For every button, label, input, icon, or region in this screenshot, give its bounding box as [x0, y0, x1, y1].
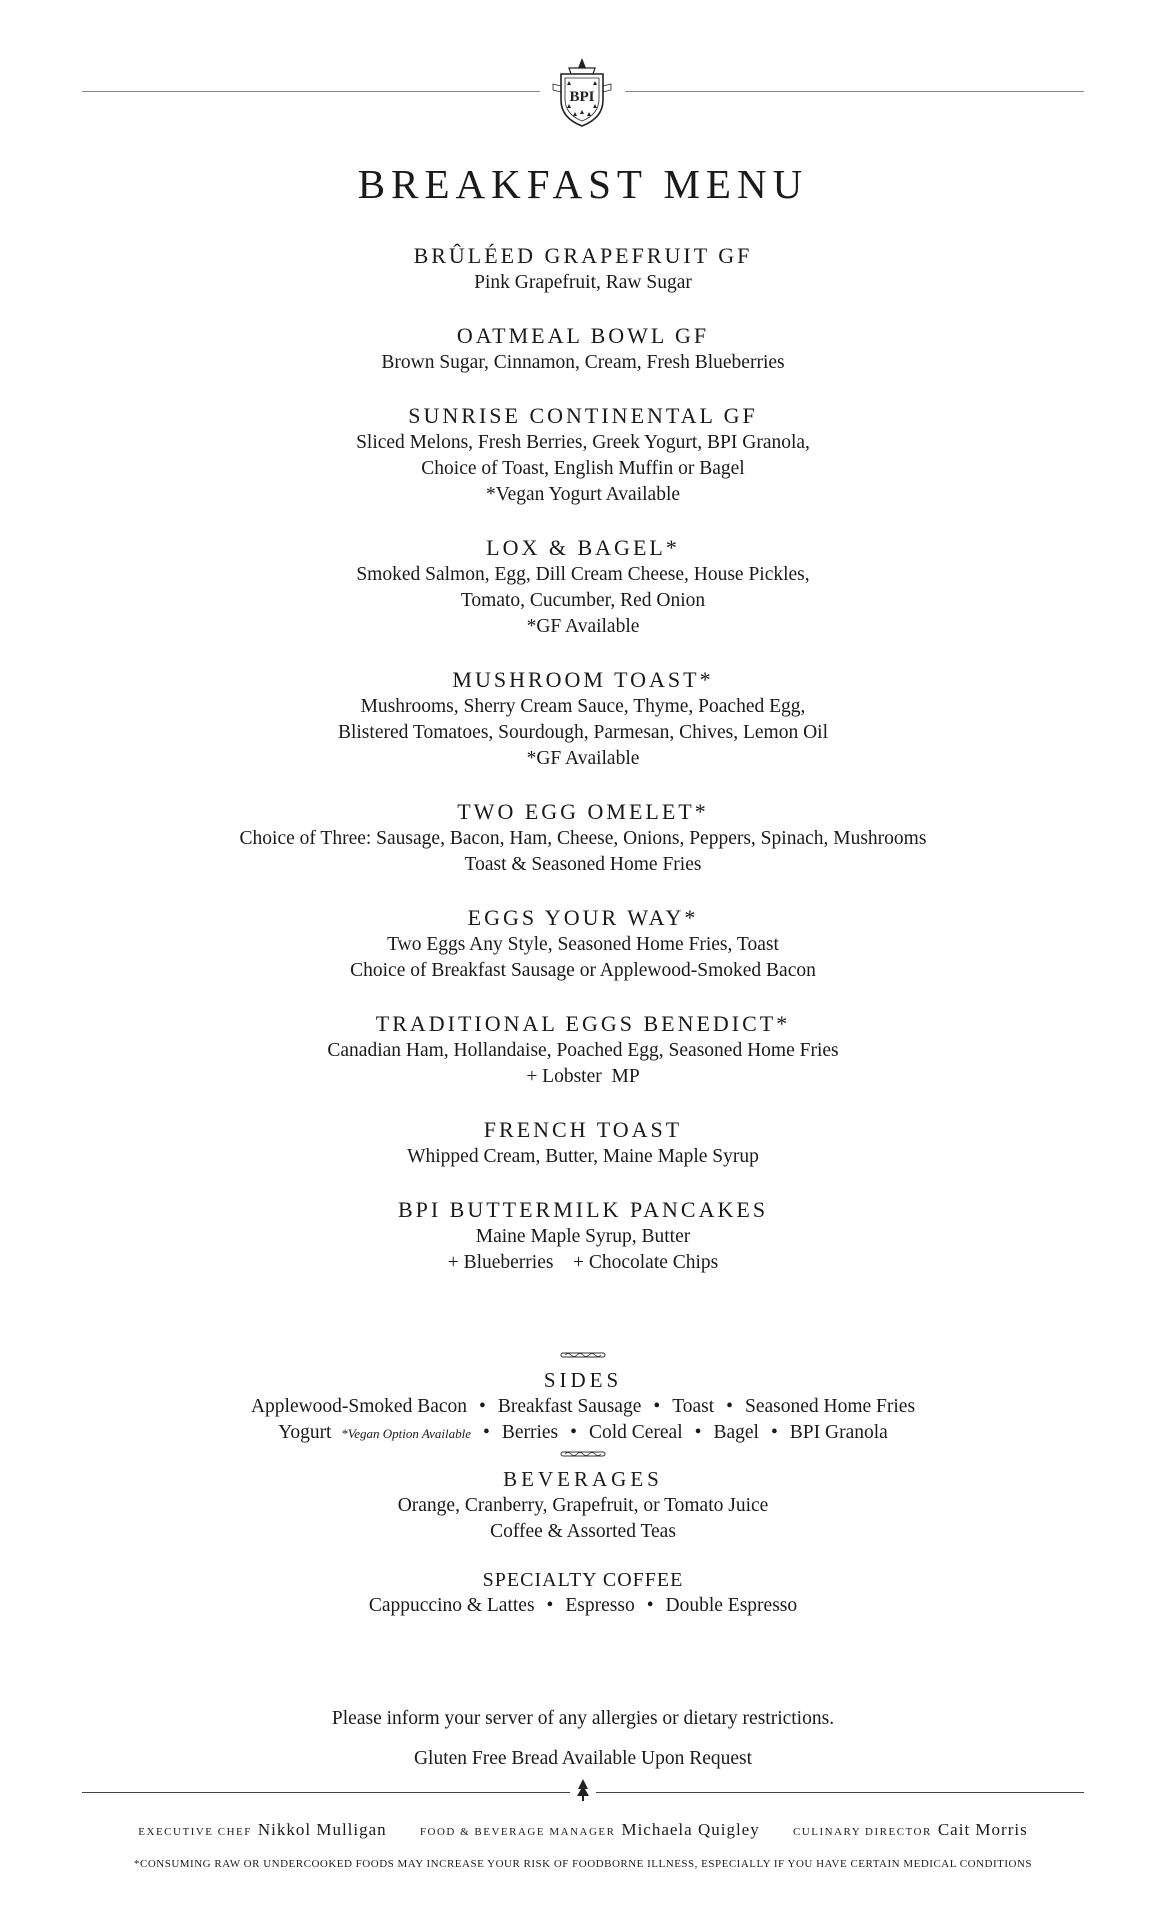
specialty-coffee-title: SPECIALTY COFFEE — [482, 1569, 684, 1591]
menu-item — [0, 1010, 1166, 1090]
side-item: Bagel — [713, 1422, 759, 1443]
side-item: Toast — [672, 1396, 715, 1417]
beverage-line: Coffee & Assorted Teas — [490, 1521, 676, 1542]
item-name: BPI BUTTERMILK PANCAKES — [397, 1197, 769, 1222]
item-desc-line: Blistered Tomatoes, Sourdough, Parmesan, Chives, Lemon Oil — [337, 722, 829, 743]
beverages-title: BEVERAGES — [503, 1467, 663, 1491]
menu-item — [0, 666, 1166, 772]
bullet-separator: • — [570, 1422, 577, 1443]
item-desc-line: Two Eggs Any Style, Seasoned Home Fries, Toast — [387, 934, 779, 955]
crest-logo — [549, 56, 615, 128]
menu-item — [0, 322, 1166, 376]
item-name: BRÛLÉED GRAPEFRUIT GF — [413, 243, 753, 268]
item-desc-line: Whipped Cream, Butter, Maine Maple Syrup — [407, 1146, 759, 1167]
beverage-line: Orange, Cranberry, Grapefruit, or Tomato Juice — [397, 1495, 769, 1516]
item-desc-line: Choice of Toast, English Muffin or Bagel — [421, 458, 745, 479]
menu-item — [0, 1196, 1166, 1276]
side-item: Cold Cereal — [588, 1422, 683, 1443]
item-desc-line: Tomato, Cucumber, Red Onion — [460, 590, 706, 611]
item-name: MUSHROOM TOAST* — [452, 667, 714, 692]
item-desc-line: *GF Available — [526, 748, 640, 769]
item-name: SUNRISE CONTINENTAL GF — [408, 403, 758, 428]
ornament-divider-icon — [560, 1449, 606, 1459]
bullet-separator: • — [482, 1422, 490, 1443]
item-desc-line: Choice of Breakfast Sausage or Applewood-Smoked Bacon — [350, 960, 816, 981]
bullet-separator: • — [694, 1422, 702, 1443]
item-name: OATMEAL BOWL GF — [456, 323, 710, 348]
coffee-item: Cappuccino & Lattes — [368, 1595, 535, 1616]
item-name: FRENCH TOAST — [483, 1117, 683, 1142]
culinary-director-name: Cait Morris — [937, 1820, 1028, 1839]
menu-item — [0, 1116, 1166, 1170]
sides-row-1 — [0, 1394, 1166, 1420]
tree-icon — [576, 1779, 590, 1801]
side-item: Berries — [501, 1422, 559, 1443]
item-name: LOX & BAGEL* — [486, 535, 680, 560]
bullet-separator: • — [653, 1396, 661, 1417]
allergy-notice: Please inform your server of any allergies or dietary restrictions. — [331, 1708, 835, 1729]
header-rule-left — [82, 91, 540, 92]
side-item: Breakfast Sausage — [497, 1396, 642, 1417]
fb-manager-name: Michaela Quigley — [621, 1820, 760, 1839]
footer-rule-right — [596, 1792, 1084, 1793]
footer-rule-left — [82, 1792, 570, 1793]
crest-monogram: BPI — [569, 89, 595, 105]
page-title: BREAKFAST MENU — [357, 161, 809, 207]
menu-item — [0, 534, 1166, 640]
specialty-coffee-row — [0, 1593, 1166, 1619]
bullet-separator: • — [770, 1422, 778, 1443]
bullet-separator: • — [646, 1595, 654, 1616]
coffee-item: Espresso — [565, 1595, 635, 1616]
item-desc-line: + Lobster MP — [526, 1066, 640, 1087]
item-name: EGGS YOUR WAY* — [467, 905, 699, 930]
item-desc-line: Toast & Seasoned Home Fries — [464, 854, 702, 875]
item-desc-line: Smoked Salmon, Egg, Dill Cream Cheese, House Pickles, — [356, 564, 810, 585]
menu-item — [0, 242, 1166, 296]
sides-row-2 — [0, 1420, 1166, 1447]
chef-role: EXECUTIVE CHEF — [138, 1826, 252, 1838]
item-desc-line: *Vegan Yogurt Available — [485, 484, 681, 505]
item-name: TRADITIONAL EGGS BENEDICT* — [375, 1011, 791, 1036]
bullet-separator: • — [726, 1396, 733, 1417]
side-item: Applewood-Smoked Bacon — [250, 1396, 468, 1417]
side-item: BPI Granola — [789, 1422, 888, 1443]
header-rule-right — [625, 91, 1084, 92]
item-desc-line: Sliced Melons, Fresh Berries, Greek Yogurt, BPI Granola, — [356, 432, 810, 453]
coffee-item: Double Espresso — [665, 1595, 798, 1616]
vegan-option-note: *Vegan Option Available — [341, 1426, 471, 1441]
item-desc-line: Maine Maple Syrup, Butter — [475, 1226, 691, 1247]
bullet-separator: • — [479, 1396, 486, 1417]
item-desc-line: + Blueberries + Chocolate Chips — [447, 1252, 719, 1273]
ornament-divider-icon — [560, 1350, 606, 1360]
item-desc-line: Brown Sugar, Cinnamon, Cream, Fresh Blueberries — [381, 352, 785, 373]
bullet-separator: • — [546, 1595, 554, 1616]
fb-manager-role: FOOD & BEVERAGE MANAGER — [419, 1826, 616, 1838]
culinary-director-role: CULINARY DIRECTOR — [792, 1826, 932, 1838]
menu-item — [0, 798, 1166, 878]
chef-name: Nikkol Mulligan — [257, 1820, 387, 1839]
item-desc-line: Pink Grapefruit, Raw Sugar — [474, 272, 692, 293]
menu-item — [0, 904, 1166, 984]
item-name: TWO EGG OMELET* — [457, 799, 709, 824]
menu-items — [0, 242, 1166, 1302]
sides-title: SIDES — [543, 1368, 623, 1392]
item-desc-line: Canadian Ham, Hollandaise, Poached Egg, Seasoned Home Fries — [327, 1040, 839, 1061]
staff-credits — [0, 1820, 1166, 1840]
item-desc-line: Mushrooms, Sherry Cream Sauce, Thyme, Poached Egg, — [360, 696, 806, 717]
menu-item — [0, 402, 1166, 508]
side-item: Yogurt — [278, 1422, 332, 1443]
sides-beverages-section — [0, 1350, 1166, 1619]
item-desc-line: *GF Available — [526, 616, 640, 637]
food-safety-disclaimer: *CONSUMING RAW OR UNDERCOOKED FOODS MAY INCREASE YOUR RISK OF FOODBORNE ILLNESS, ESPECIALLY IF YOU HAVE CERTAIN MEDICAL CONDITIONS — [133, 1858, 1033, 1870]
side-item: Seasoned Home Fries — [744, 1396, 916, 1417]
gluten-free-notice: Gluten Free Bread Available Upon Request — [413, 1748, 753, 1769]
item-desc-line: Choice of Three: Sausage, Bacon, Ham, Cheese, Onions, Peppers, Spinach, Mushrooms — [239, 828, 927, 849]
